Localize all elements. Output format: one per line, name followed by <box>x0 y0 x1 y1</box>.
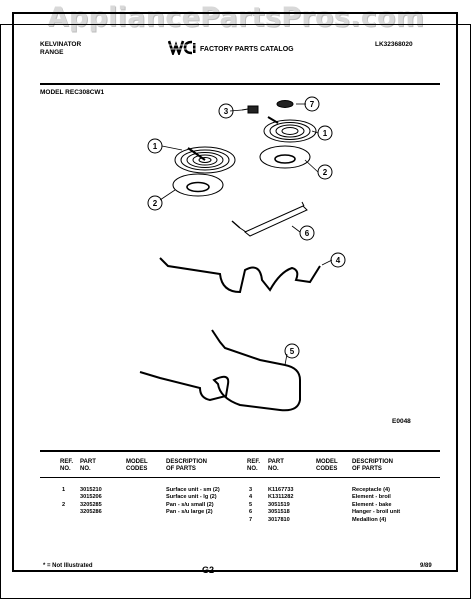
table-row-ref: 3 <box>249 487 253 493</box>
col-desc-header: DESCRIPTION OF PARTS <box>166 459 208 472</box>
watermark: AppliancePartsPros.com <box>47 2 425 33</box>
table-row-part: 3205285 <box>80 502 102 508</box>
broil-element <box>160 258 320 292</box>
callout-3-label: 3 <box>223 107 229 116</box>
table-row-part: 3017810 <box>268 517 290 523</box>
table-row-ref: 2 <box>62 502 66 508</box>
callout-1a-label: 1 <box>152 142 158 151</box>
callout-2b-label: 2 <box>322 168 328 177</box>
receptacle <box>242 106 258 113</box>
callout-7-label: 7 <box>309 100 315 109</box>
callout-5-label: 5 <box>289 347 295 356</box>
wci-logo <box>168 39 196 55</box>
table-header-rule <box>40 477 440 478</box>
table-top-rule <box>40 450 440 452</box>
table-row-ref: 6 <box>249 509 253 515</box>
brand-label: KELVINATOR <box>40 41 82 48</box>
table-row-part: 3015210 <box>80 487 102 493</box>
drip-pan-left <box>173 174 223 196</box>
exploded-parts-diagram <box>40 96 440 436</box>
col-model-header-2: MODEL CODES <box>316 459 338 472</box>
table-row-part: 3051519 <box>268 502 290 508</box>
page-number: G2 <box>202 565 215 575</box>
table-row-desc: Medallion (4) <box>352 517 387 523</box>
table-row-desc: Receptacle (4) <box>352 487 390 493</box>
table-row-desc: Hanger - broil unit <box>352 509 401 515</box>
surface-unit-right <box>264 117 316 142</box>
revision-date: 9/89 <box>420 563 432 569</box>
header-rule <box>40 83 440 85</box>
drip-pan-right <box>260 146 310 168</box>
col-part-header-2: PART NO. <box>268 459 284 472</box>
table-row-desc: Pan - s/u small (2) <box>166 502 214 508</box>
table-row-ref: 4 <box>249 494 253 500</box>
product-label: RANGE <box>40 49 64 56</box>
table-row-desc: Pan - s/u large (2) <box>166 509 213 515</box>
table-row-desc: Element - broil <box>352 494 391 500</box>
table-row-part: 3015206 <box>80 494 102 500</box>
col-part-header: PART NO. <box>80 459 96 472</box>
hanger-broil-unit <box>232 202 307 236</box>
figure-code: E0048 <box>392 418 411 425</box>
col-ref-header: REF. NO. <box>60 459 74 472</box>
catalog-title: FACTORY PARTS CATALOG <box>200 46 294 53</box>
col-model-header: MODEL CODES <box>126 459 148 472</box>
callout-4-label: 4 <box>335 256 341 265</box>
surface-unit-left <box>175 147 235 173</box>
model-number: MODEL REC308CW1 <box>40 89 105 96</box>
col-ref-header-2: REF. NO. <box>247 459 261 472</box>
table-row-ref: 7 <box>249 517 253 523</box>
medallion <box>277 101 293 108</box>
bake-element <box>140 330 300 410</box>
table-row-desc: Element - bake <box>352 502 392 508</box>
table-row-part: K1311282 <box>268 494 294 500</box>
col-desc-header-2: DESCRIPTION OF PARTS <box>352 459 394 472</box>
callout-2a-label: 2 <box>152 199 158 208</box>
table-row-ref: 5 <box>249 502 253 508</box>
table-row-part: 3205286 <box>80 509 102 515</box>
catalog-id: LK32368020 <box>375 41 413 48</box>
not-illustrated-note: * = Not Illustrated <box>43 563 93 569</box>
table-row-part: 3051518 <box>268 509 290 515</box>
table-row-desc: Surface unit - sm (2) <box>166 487 220 493</box>
callout-1b-label: 1 <box>322 129 328 138</box>
table-row-part: K1167733 <box>268 487 294 493</box>
table-row-ref: 1 <box>62 487 66 493</box>
callout-6-label: 6 <box>304 229 310 238</box>
table-row-desc: Surface unit - lg (2) <box>166 494 217 500</box>
